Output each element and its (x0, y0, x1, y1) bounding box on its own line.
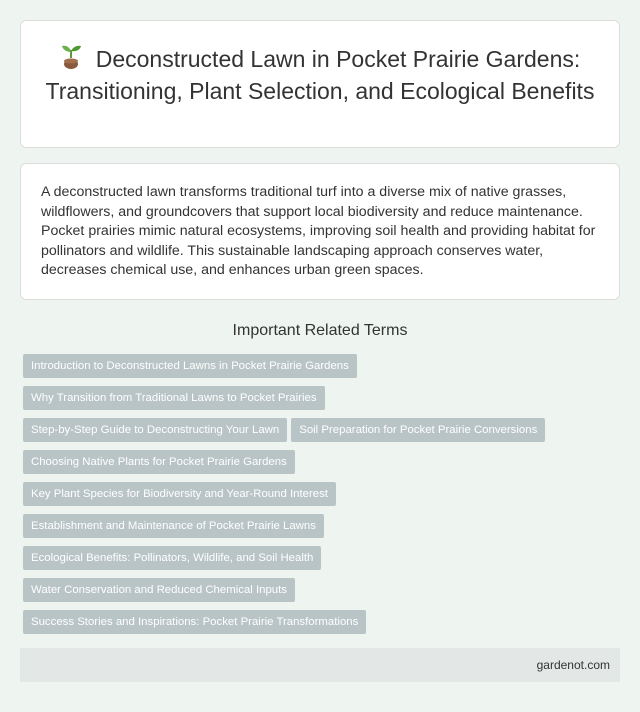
summary-text: A deconstructed lawn transforms traditional turf into a diverse mix of native grasses, wildflowers, and groundcovers that support local biodiversity and reduce maintenance. Pocket prairies mimic natural ecosystems, improving soil health and providing habitat for pollinators and wildlife. This sustainable landscaping approach conserves water, decreases chemical use, and enhances urban green spaces. (41, 184, 596, 278)
term-tag[interactable]: Why Transition from Traditional Lawns to Pocket Prairies (23, 386, 325, 410)
footer (20, 648, 620, 682)
term-tag[interactable]: Soil Preparation for Pocket Prairie Conversions (291, 418, 545, 442)
tag-row (23, 546, 620, 578)
tag-row (23, 482, 620, 514)
related-terms-list (23, 354, 620, 642)
term-tag[interactable]: Step-by-Step Guide to Deconstructing Your Lawn (23, 418, 287, 442)
term-tag[interactable]: Choosing Native Plants for Pocket Prairie Gardens (23, 450, 295, 474)
term-tag[interactable]: Ecological Benefits: Pollinators, Wildlife, and Soil Health (23, 546, 321, 570)
tag-row (23, 514, 620, 546)
page-title (41, 43, 599, 107)
footer-site-link[interactable]: gardenot.com (536, 658, 610, 672)
term-tag[interactable]: Water Conservation and Reduced Chemical Inputs (23, 578, 295, 602)
tag-row (23, 450, 620, 482)
term-tag[interactable]: Introduction to Deconstructed Lawns in Pocket Prairie Gardens (23, 354, 357, 378)
summary-card (20, 163, 620, 300)
sprout-icon (60, 44, 82, 70)
tag-row (23, 386, 620, 418)
page-title-text: Deconstructed Lawn in Pocket Prairie Gardens: Transitioning, Plant Selection, and Ecological Benefits (45, 46, 595, 104)
term-tag[interactable]: Success Stories and Inspirations: Pocket Prairie Transformations (23, 610, 366, 634)
tag-row (23, 418, 620, 450)
term-tag[interactable]: Key Plant Species for Biodiversity and Year-Round Interest (23, 482, 336, 506)
term-tag[interactable]: Establishment and Maintenance of Pocket Prairie Lawns (23, 514, 324, 538)
related-terms-heading: Important Related Terms (232, 322, 408, 339)
title-card (20, 20, 620, 148)
tag-row (23, 610, 620, 642)
tag-row (23, 354, 620, 386)
tag-row (23, 578, 620, 610)
